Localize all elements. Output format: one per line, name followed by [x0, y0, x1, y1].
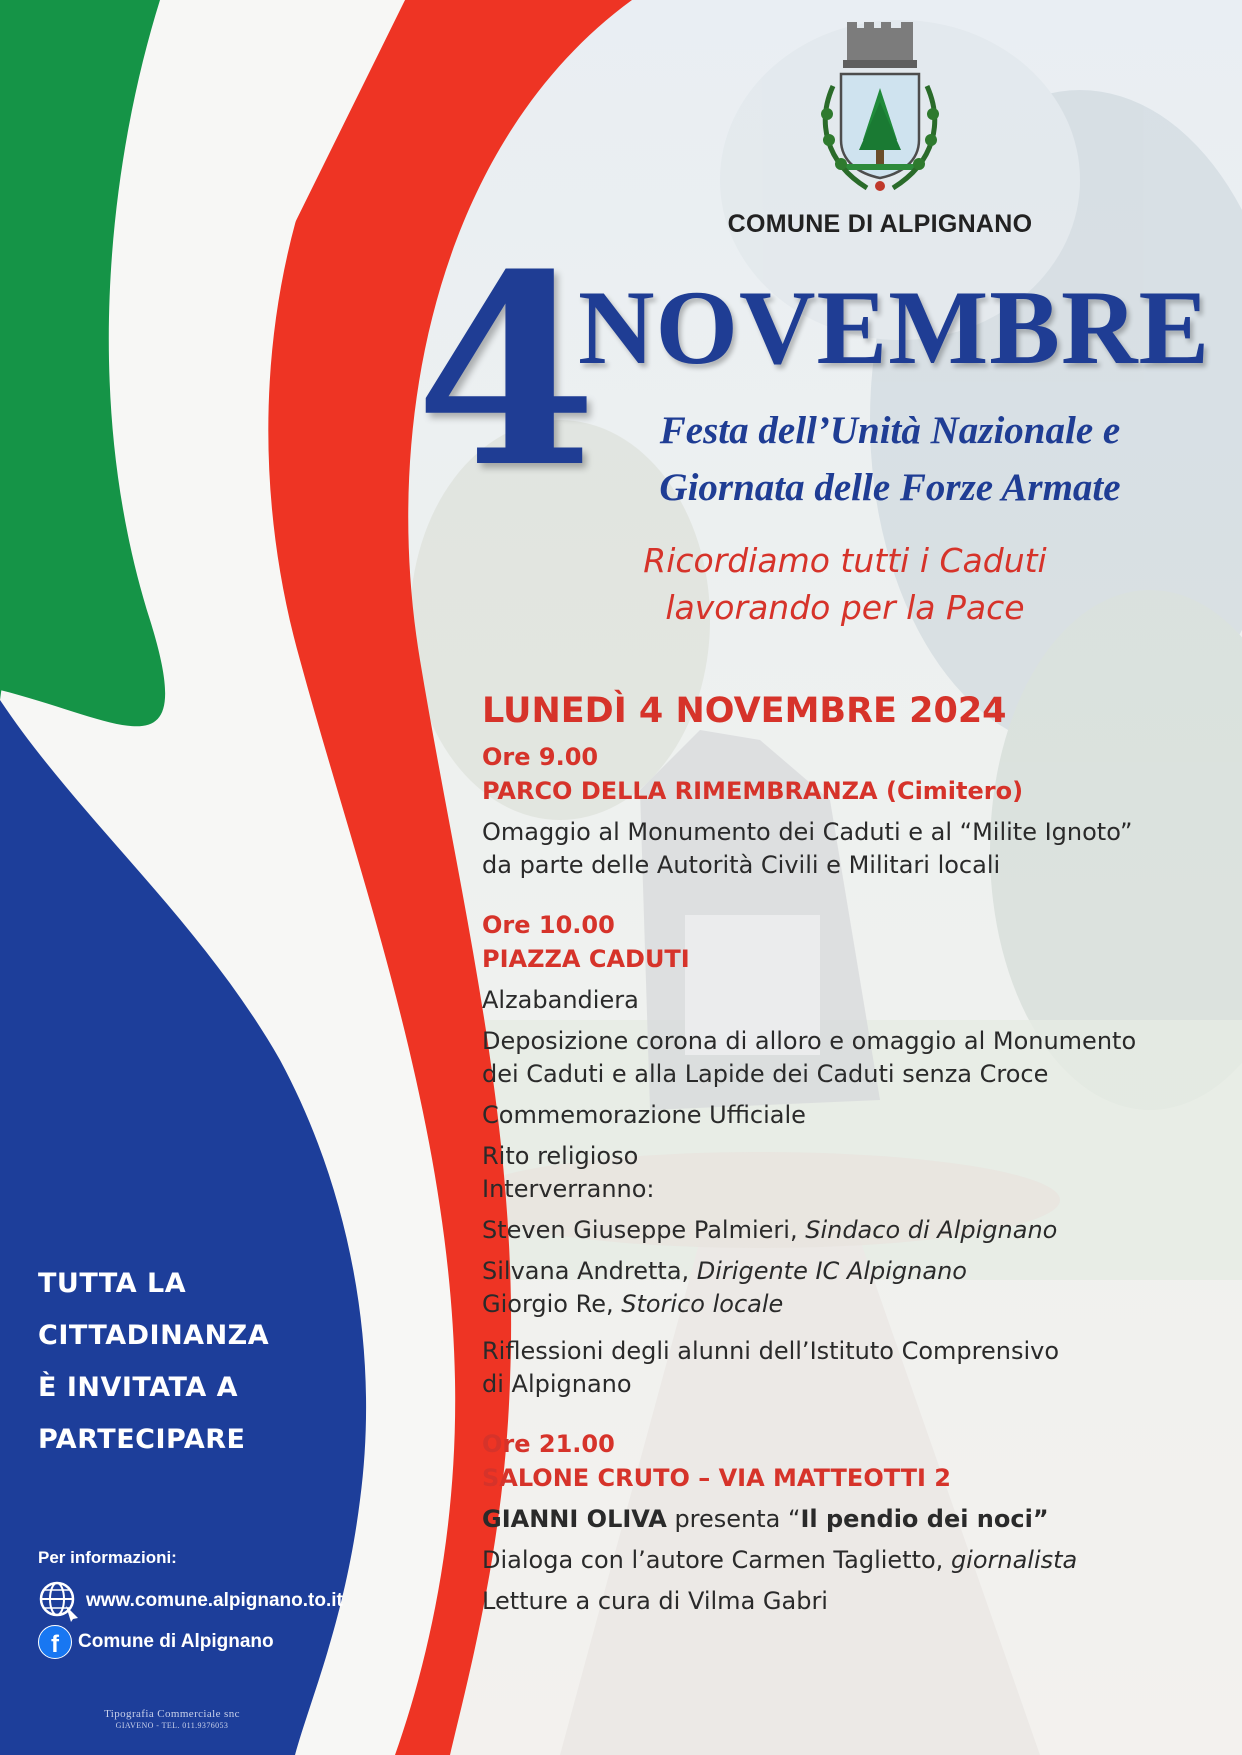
author-name: GIANNI OLIVA [482, 1505, 667, 1533]
event-time: Ore 21.00 [482, 1430, 615, 1458]
presents-text: presenta “ [666, 1505, 801, 1533]
motto-line-2: lavorando per la Pace [665, 588, 1025, 627]
event-subtitle [580, 402, 1200, 516]
event-place: SALONE CRUTO – VIA MATTEOTTI 2 [482, 1464, 951, 1492]
event-line: Omaggio al Monumento dei Caduti e al “Milite Ignoto” [482, 818, 1133, 846]
speaker-name: Giorgio Re, [482, 1290, 622, 1318]
event-line: da parte delle Autorità Civili e Militari locali [482, 851, 1001, 879]
month-title: NOVEMBRE [578, 269, 1211, 386]
speaker [482, 1214, 1242, 1247]
readings-line: Letture a cura di Vilma Gabri [482, 1587, 828, 1615]
facebook-row[interactable] [38, 1625, 274, 1659]
close-quote: ” [1032, 1505, 1049, 1533]
event-place: PIAZZA CADUTI [482, 945, 690, 973]
invitation-line: TUTTA LA [38, 1268, 187, 1299]
invitation-line: È INVITATA A [38, 1372, 239, 1403]
invitation-message [38, 1258, 338, 1466]
invitation-line: PARTECIPARE [38, 1424, 246, 1455]
speaker [482, 1255, 1242, 1288]
event-morning-park [482, 740, 1242, 882]
printer-contact: GIAVENO - TEL. 011.9376053 [115, 1721, 229, 1730]
event-time: Ore 10.00 [482, 911, 615, 939]
info-label: Per informazioni: [38, 1548, 177, 1567]
dialogue-role: giornalista [950, 1546, 1078, 1574]
program [482, 688, 1242, 1618]
printer-credit [92, 1708, 252, 1732]
globe-icon [38, 1580, 80, 1622]
event-piazza-caduti [482, 908, 1242, 1401]
event-item: Deposizione corona di alloro e omaggio al Monumento [482, 1027, 1137, 1055]
printer-name: Tipografia Commerciale snc [104, 1708, 240, 1720]
motto-line-1: Ricordiamo tutti i Caduti [643, 541, 1047, 580]
speaker-role: Storico locale [621, 1290, 784, 1318]
event-item: Commemorazione Ufficiale [482, 1101, 806, 1129]
website-row[interactable] [38, 1580, 343, 1622]
speaker-role: Dirigente IC Alpignano [696, 1257, 967, 1285]
coat-of-arms-icon [805, 22, 955, 194]
reflection-line: Riflessioni degli alunni dell’Istituto Comprensivo [482, 1337, 1059, 1365]
speaker-role: Sindaco di Alpignano [805, 1216, 1058, 1244]
motto [580, 537, 1110, 631]
program-date: LUNEDÌ 4 NOVEMBRE 2024 [482, 691, 1007, 731]
municipality-name: COMUNE DI ALPIGNANO [727, 210, 1033, 238]
invitation-line: CITTADINANZA [38, 1320, 270, 1351]
event-item: Interverranno: [482, 1175, 655, 1203]
website-link[interactable]: www.comune.alpignano.to.it [86, 1590, 343, 1611]
book-presentation [482, 1503, 1242, 1536]
speaker-name: Steven Giuseppe Palmieri, [482, 1216, 806, 1244]
speaker [482, 1288, 1242, 1321]
speaker-name: Silvana Andretta, [482, 1257, 697, 1285]
subtitle-line-1: Festa dell’Unità Nazionale e [659, 409, 1121, 452]
event-item: Alzabandiera [482, 986, 639, 1014]
facebook-link[interactable]: Comune di Alpignano [78, 1631, 274, 1652]
facebook-icon: f [38, 1625, 72, 1659]
event-item: Rito religioso [482, 1142, 639, 1170]
book-title: Il pendio dei noci [800, 1505, 1033, 1533]
event-item: dei Caduti e alla Lapide dei Caduti senza Croce [482, 1060, 1049, 1088]
day-number: 4 [415, 217, 598, 525]
event-evening-salone [482, 1427, 1242, 1618]
event-place: PARCO DELLA RIMEMBRANZA (Cimitero) [482, 777, 1024, 805]
event-time: Ore 9.00 [482, 743, 599, 771]
reflection-line: di Alpignano [482, 1370, 632, 1398]
dialogue-line [482, 1544, 1242, 1577]
subtitle-line-2: Giornata delle Forze Armate [659, 466, 1121, 509]
dialogue-text: Dialoga con l’autore Carmen Taglietto, [482, 1546, 951, 1574]
